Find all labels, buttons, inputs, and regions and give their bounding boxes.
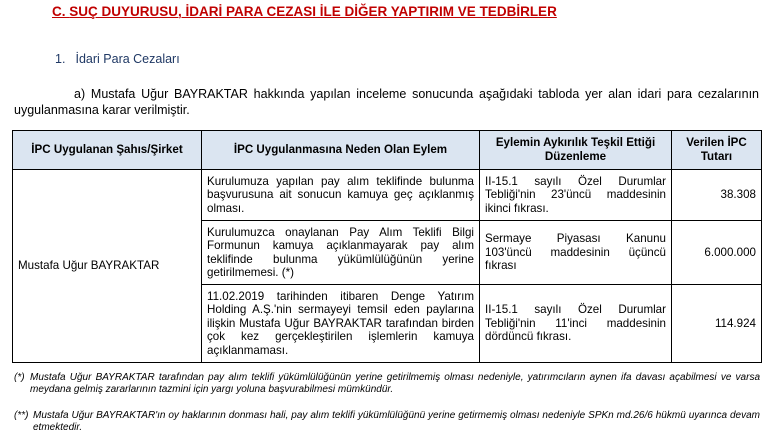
subsection-title-text: İdari Para Cezaları xyxy=(75,52,180,66)
header-amount: Verilen İPC Tutarı xyxy=(672,131,762,170)
action-cell: 11.02.2019 tarihinden itibaren Denge Yatırım Holding A.Ş.'nin sermayeyi temsil eden paylarına ilişkin Mustafa Uğur BAYRAKTAR tarafından birden çok kez gerçekleştirilen işlemlerin kamuya açıklanmaması. xyxy=(202,285,480,363)
footnote xyxy=(14,372,760,396)
penalized-person: Mustafa Uğur BAYRAKTAR xyxy=(13,170,202,363)
section-letter: C. xyxy=(52,4,66,19)
table-row xyxy=(13,170,762,221)
regulation-cell: II-15.1 sayılı Özel Durumlar Tebliği'nin 23'üncü maddesinin ikinci fıkrası. xyxy=(480,170,672,221)
action-cell: Kurulumuzca onaylanan Pay Alım Teklifi Bilgi Formunun kamuya açıklanmayarak pay alım teklifinde bulunma yükümlülüğünün yerine getirilmemesi. (*) xyxy=(202,221,480,285)
footnote xyxy=(14,410,760,434)
footnote-mark: (**) xyxy=(14,410,29,421)
subsection-title xyxy=(55,52,180,66)
intro-marker: a) xyxy=(74,87,86,101)
footnote-text: Mustafa Uğur BAYRAKTAR tarafından pay alım teklifi yükümlülüğünün yerine getirilmemiş olması nedeniyle, yatırımcıların aynen ifa davası açabilmesi ve varsa meydana gelmiş zararlarının tazmini için yargı yoluna başvurabilmesi mümkündür. xyxy=(30,372,760,395)
penalty-table xyxy=(12,130,762,363)
footnote-text: Mustafa Uğur BAYRAKTAR'ın oy haklarının donması hali, pay alım teklifi yükümlülüğünü yerine getirmemiş olması nedeniyle SPKn md.26/6 hükmü uyarınca devam etmektedir. xyxy=(33,410,760,433)
action-cell: Kurulumuza yapılan pay alım teklifinde bulunma başvurusuna ait sonucun kamuya geç açıklanmış olması. xyxy=(202,170,480,221)
header-regulation: Eylemin Aykırılık Teşkil Ettiği Düzenleme xyxy=(480,131,672,170)
intro-paragraph xyxy=(14,86,759,118)
section-title xyxy=(52,4,557,19)
amount-cell: 114.924 xyxy=(672,285,762,363)
footnote-mark: (*) xyxy=(14,372,25,383)
amount-cell: 6.000.000 xyxy=(672,221,762,285)
header-person: İPC Uygulanan Şahıs/Şirket xyxy=(13,131,202,170)
amount-cell: 38.308 xyxy=(672,170,762,221)
intro-text: Mustafa Uğur BAYRAKTAR hakkında yapılan inceleme sonucunda aşağıdaki tabloda yer alan idari para cezalarının uygulanmasına karar verilmiştir. xyxy=(14,87,759,117)
section-title-text: SUÇ DUYURUSU, İDARİ PARA CEZASI İLE DİĞER YAPTIRIM VE TEDBİRLER xyxy=(69,4,557,19)
table-header-row xyxy=(13,131,762,170)
regulation-cell: II-15.1 sayılı Özel Durumlar Tebliği'nin 11'inci maddesinin dördüncü fıkrası. xyxy=(480,285,672,363)
subsection-number: 1. xyxy=(55,52,66,66)
header-action: İPC Uygulanmasına Neden Olan Eylem xyxy=(202,131,480,170)
regulation-cell: Sermaye Piyasası Kanunu 103'üncü maddesinin üçüncü fıkrası xyxy=(480,221,672,285)
